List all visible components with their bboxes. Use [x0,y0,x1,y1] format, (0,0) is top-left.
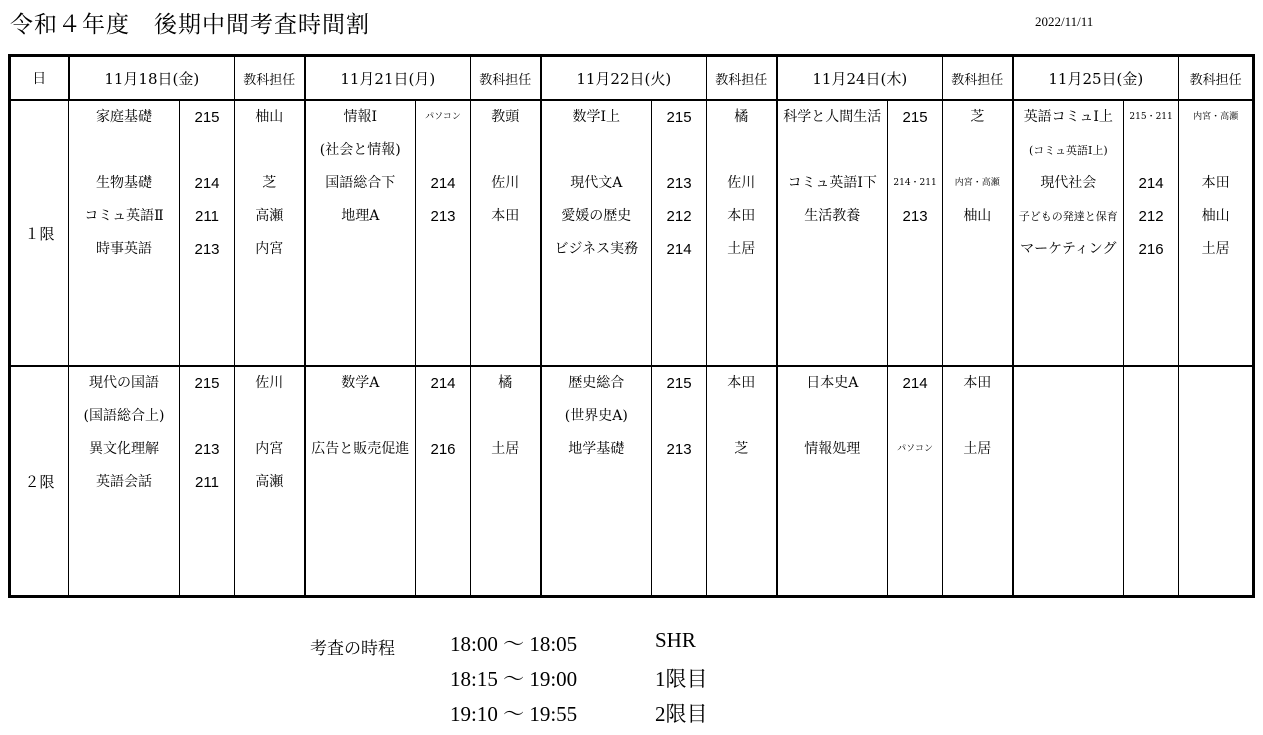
period-2-day-3-teachers [707,366,777,596]
period-2-day-2-subjects [305,366,416,596]
teacher-cell: 橘 [498,375,513,392]
page-title: 令和４年度 後期中間考査時間割 [10,12,370,38]
subject-cell: ビジネス実務 [554,241,639,258]
teacher-cell: 橘 [734,109,749,126]
room-cell: 212 [666,208,692,226]
room-cell [416,233,470,266]
room-cell: 214 [430,375,456,393]
subject-cell: (国語総合上) [83,408,165,425]
period-1-day-5-teachers [1179,100,1254,366]
room-cell [1124,466,1178,499]
room-cell: 213 [430,208,456,226]
subject-cell: 時事英語 [96,241,152,258]
teacher-cell: 土居 [1201,241,1230,258]
teacher-header-2: 教科担任 [471,56,541,101]
subject-cell: 生物基礎 [96,175,152,192]
subject-cell [1014,367,1124,400]
teacher-header-5: 教科担任 [1179,56,1254,101]
room-cell: 214・211 [893,178,937,189]
period-2-day-4-rooms [888,366,943,596]
subject-cell: 歴史総合 [568,375,625,392]
period-1-day-1-subjects [69,100,180,366]
day-header: 日 [10,56,69,101]
subject-cell [1014,433,1124,466]
teacher-cell: 本田 [491,208,520,225]
teacher-cell: 芝 [734,441,749,458]
teacher-cell: 内宮 [255,441,284,458]
period-1-day-4-rooms [888,100,943,366]
room-cell [888,466,942,499]
room-cell: 215 [666,109,692,127]
teacher-cell: 土居 [491,441,520,458]
teacher-cell: 本田 [727,375,756,392]
teacher-cell [1179,367,1252,400]
period-2-day-1-teachers [235,366,305,596]
subject-cell: 生活教養 [804,208,861,225]
teacher-cell: 柚山 [1201,208,1230,225]
period-2-day-5-teachers [1179,366,1254,596]
teacher-cell: 柚山 [963,208,992,225]
teacher-cell [235,400,304,433]
subject-cell: (世界史A) [564,408,628,425]
subject-cell [306,233,416,266]
room-cell: 214 [1138,175,1164,193]
period-1-day-3-subjects [541,100,652,366]
teacher-cell [943,134,1012,167]
room-cell: 212 [1138,208,1164,226]
teacher-cell [943,233,1012,266]
teacher-cell: 佐川 [727,175,756,192]
room-cell [1124,134,1178,167]
teacher-cell [471,134,540,167]
period-2-day-4-subjects [777,366,888,596]
room-cell [416,134,470,167]
teacher-cell: 芝 [262,175,277,192]
subject-cell [778,233,888,266]
room-cell [416,466,470,499]
teacher-cell [1179,433,1252,466]
teacher-cell: 内宮・高瀬 [1193,112,1239,123]
period-2-day-3-subjects [541,366,652,596]
date-header-5: 11月25日(金) [1013,56,1179,101]
room-cell [1124,367,1178,400]
schedule-row-1 [450,628,696,658]
period-2-day-1-subjects [69,366,180,596]
period-1-day-2-teachers [471,100,541,366]
room-cell [1124,433,1178,466]
subject-cell: 家庭基礎 [96,109,152,126]
subject-cell: 科学と人間生活 [783,109,882,126]
subject-cell: (社会と情報) [319,142,401,159]
period-2-day-5-rooms [1124,366,1179,596]
room-cell [180,134,234,167]
teacher-cell [471,466,540,499]
period-1-day-2-subjects [305,100,416,366]
room-cell [888,233,942,266]
date-header-2: 11月21日(月) [305,56,471,101]
subject-cell [778,400,888,433]
subject-cell [778,134,888,167]
room-cell: 216 [1138,241,1164,259]
period-1-day-2-rooms [416,100,471,366]
room-cell: 213 [902,208,928,226]
schedule-time-3: 19:10 ～ 19:55 [450,702,578,726]
room-cell: 215 [194,109,220,127]
room-cell: 215・211 [1129,112,1173,123]
period-1-day-4-subjects [777,100,888,366]
period-2-day-2-teachers [471,366,541,596]
teacher-cell: 内宮・高瀬 [954,178,1000,189]
subject-cell [542,466,652,499]
schedule-name-3: 2限目 [655,702,708,726]
period-2-day-3-rooms [652,366,707,596]
subject-cell: 愛媛の歴史 [561,208,632,225]
teacher-cell [707,400,776,433]
room-cell: 215 [194,375,220,393]
teacher-cell [943,400,1012,433]
schedule-time-2: 18:15 ～ 19:00 [450,667,578,691]
teacher-header-1: 教科担任 [235,56,305,101]
teacher-cell: 高瀬 [255,208,284,225]
document-date: 2022/11/11 [1035,14,1094,29]
date-header-1: 11月18日(金) [69,56,235,101]
subject-cell: 数学A [341,375,380,392]
header-row [10,56,1254,101]
room-cell: 213 [194,241,220,259]
teacher-cell [471,233,540,266]
date-header-3: 11月22日(火) [541,56,707,101]
room-cell [652,466,706,499]
room-cell: パソコン [425,112,461,123]
room-cell: 213 [194,441,220,459]
subject-cell: 地理A [341,208,380,225]
teacher-cell: 本田 [1201,175,1230,192]
period-row-1 [10,100,1254,366]
teacher-cell: 教頭 [491,109,520,126]
period-1-day-1-teachers [235,100,305,366]
subject-cell: 情報Ⅰ [343,109,378,126]
schedule-time-1: 18:00 ～ 18:05 [450,632,578,656]
room-cell: 214 [194,175,220,193]
period-label-2: ２限 [24,472,55,491]
subject-cell: 現代文A [570,175,623,192]
period-2-day-4-teachers [943,366,1013,596]
teacher-cell [1179,466,1252,499]
subject-cell: 国語総合下 [325,175,396,192]
room-cell: 215 [902,109,928,127]
exam-timetable [8,54,1255,598]
room-cell [652,134,706,167]
subject-cell: 英語会話 [96,474,152,491]
room-cell: 214 [430,175,456,193]
teacher-header-3: 教科担任 [707,56,777,101]
teacher-cell [471,400,540,433]
period-1-day-5-subjects [1013,100,1124,366]
subject-cell: 現代の国語 [89,375,159,392]
period-2-day-1-rooms [180,366,235,596]
room-cell: 214 [666,241,692,259]
period-1-day-3-teachers [707,100,777,366]
period-2-day-2-rooms [416,366,471,596]
teacher-cell: 内宮 [255,241,284,258]
teacher-cell: 本田 [963,375,992,392]
room-cell: 213 [666,175,692,193]
subject-cell: 異文化理解 [89,441,159,458]
subject-cell: 地学基礎 [568,441,625,458]
subject-cell: 英語コミュⅠ上 [1023,109,1113,126]
room-cell: パソコン [897,444,933,455]
teacher-cell: 土居 [963,441,992,458]
subject-cell [306,400,416,433]
subject-cell [1014,466,1124,499]
subject-cell: 現代社会 [1040,175,1097,192]
teacher-cell [235,134,304,167]
subject-cell: 数学Ⅰ上 [572,109,621,126]
teacher-cell: 土居 [727,241,756,258]
schedule-name-1: SHR [655,628,696,652]
teacher-cell [707,134,776,167]
schedule-row-2 [450,663,708,693]
room-cell [888,134,942,167]
teacher-cell [1179,134,1252,167]
teacher-cell: 本田 [727,208,756,225]
subject-cell: 日本史A [806,375,859,392]
period-1-day-3-rooms [652,100,707,366]
subject-cell: コミュ英語Ⅱ [84,208,164,225]
teacher-cell: 高瀬 [255,474,284,491]
period-1-day-4-teachers [943,100,1013,366]
teacher-cell [707,466,776,499]
date-header-4: 11月24日(木) [777,56,943,101]
subject-cell: (コミュ英語Ⅰ上) [1028,144,1108,158]
subject-cell: マーケティング [1020,241,1117,258]
teacher-cell: 芝 [970,109,985,126]
subject-cell: 広告と販売促進 [311,441,410,458]
room-cell [888,400,942,433]
period-label-1: １限 [10,100,69,366]
room-cell [1124,400,1178,433]
teacher-header-4: 教科担任 [943,56,1013,101]
room-cell [416,400,470,433]
teacher-cell [1179,400,1252,433]
room-cell [180,400,234,433]
room-cell: 216 [430,441,456,459]
room-cell: 211 [195,208,219,226]
teacher-cell: 佐川 [255,375,284,392]
schedule-name-2: 1限目 [655,667,708,691]
period-row-2 [10,366,1254,596]
teacher-cell: 佐川 [491,175,520,192]
subject-cell [1014,400,1124,433]
subject-cell [778,466,888,499]
teacher-cell [943,466,1012,499]
schedule-label: 考査の時程 [310,639,395,659]
subject-cell: コミュ英語Ⅰ下 [787,175,877,192]
teacher-cell: 柚山 [255,109,284,126]
schedule-row-3 [450,698,708,728]
room-cell: 214 [902,375,928,393]
period-2-day-5-subjects [1013,366,1124,596]
room-cell: 215 [666,375,692,393]
subject-cell: 子どもの発達と保育 [1018,210,1118,224]
room-cell: 213 [666,441,692,459]
subject-cell [306,466,416,499]
room-cell: 211 [195,474,219,492]
subject-cell: 情報処理 [804,441,861,458]
subject-cell [69,134,179,167]
period-1-day-5-rooms [1124,100,1179,366]
subject-cell [542,134,652,167]
period-1-day-1-rooms [180,100,235,366]
room-cell [652,400,706,433]
